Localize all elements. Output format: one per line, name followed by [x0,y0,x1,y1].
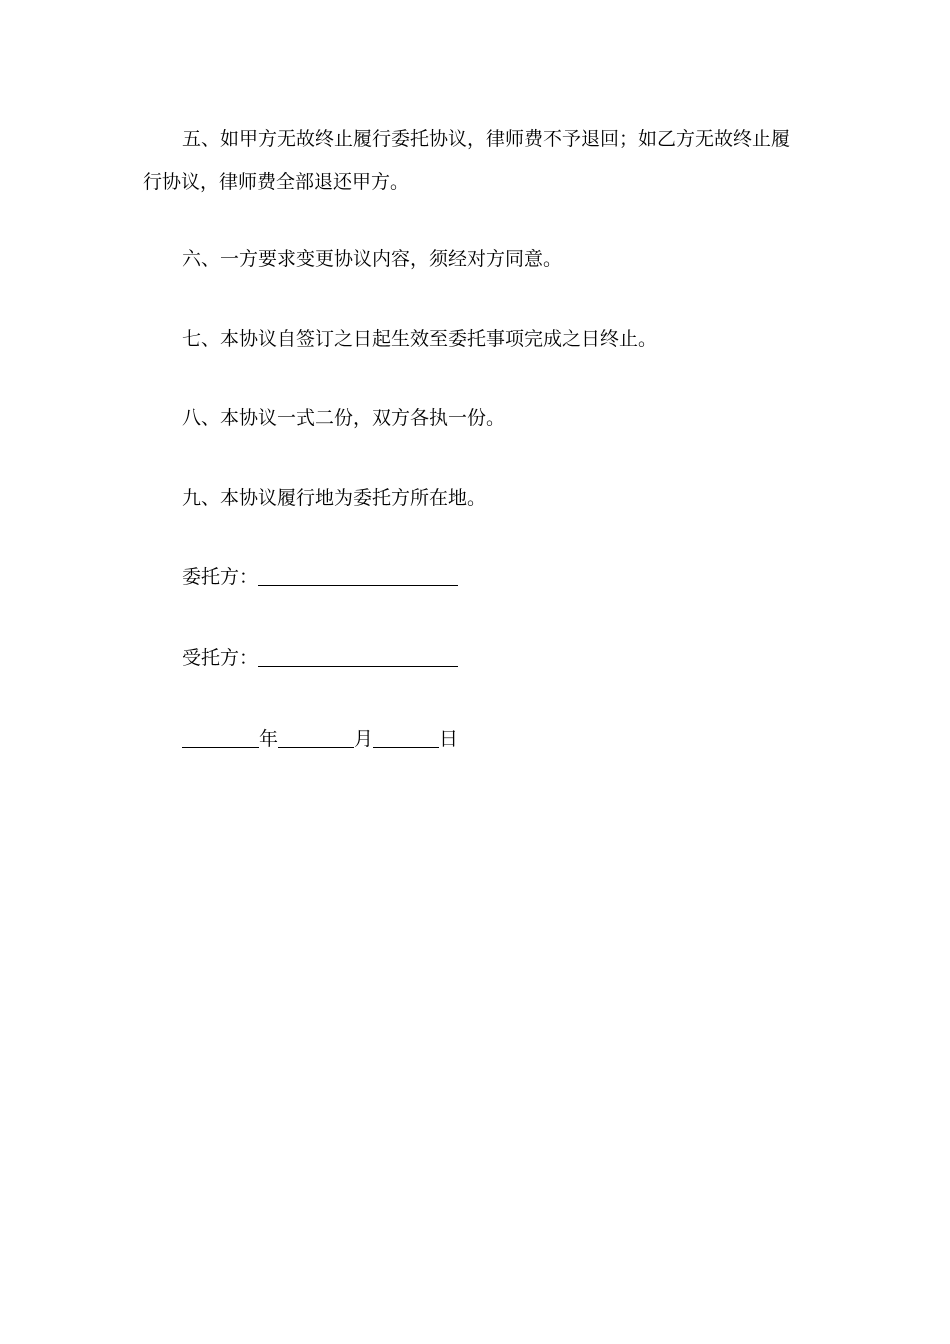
month-blank [278,746,354,748]
clause-five-line-1: 五、如甲方无故终止履行委托协议，律师费不予退回；如乙方无故终止履 [182,128,791,150]
agent-signature-row [182,646,458,670]
month-label: 月 [354,728,374,750]
date-row [182,727,458,751]
agent-label: 受托方： [182,647,259,669]
principal-signature-row [182,565,458,589]
day-label: 日 [439,728,459,750]
year-blank [182,746,259,748]
year-label: 年 [259,728,279,750]
clause-five-line-2: 行协议，律师费全部退还甲方。 [143,171,410,193]
clause-eight: 八、本协议一式二份，双方各执一份。 [182,407,506,429]
clause-seven: 七、本协议自签订之日起生效至委托事项完成之日终止。 [182,328,658,350]
principal-label: 委托方： [182,566,259,588]
clause-six: 六、一方要求变更协议内容，须经对方同意。 [182,248,563,270]
principal-signature-blank [258,584,458,586]
clause-nine: 九、本协议履行地为委托方所在地。 [182,487,487,509]
day-blank [373,746,439,748]
agent-signature-blank [258,665,458,667]
